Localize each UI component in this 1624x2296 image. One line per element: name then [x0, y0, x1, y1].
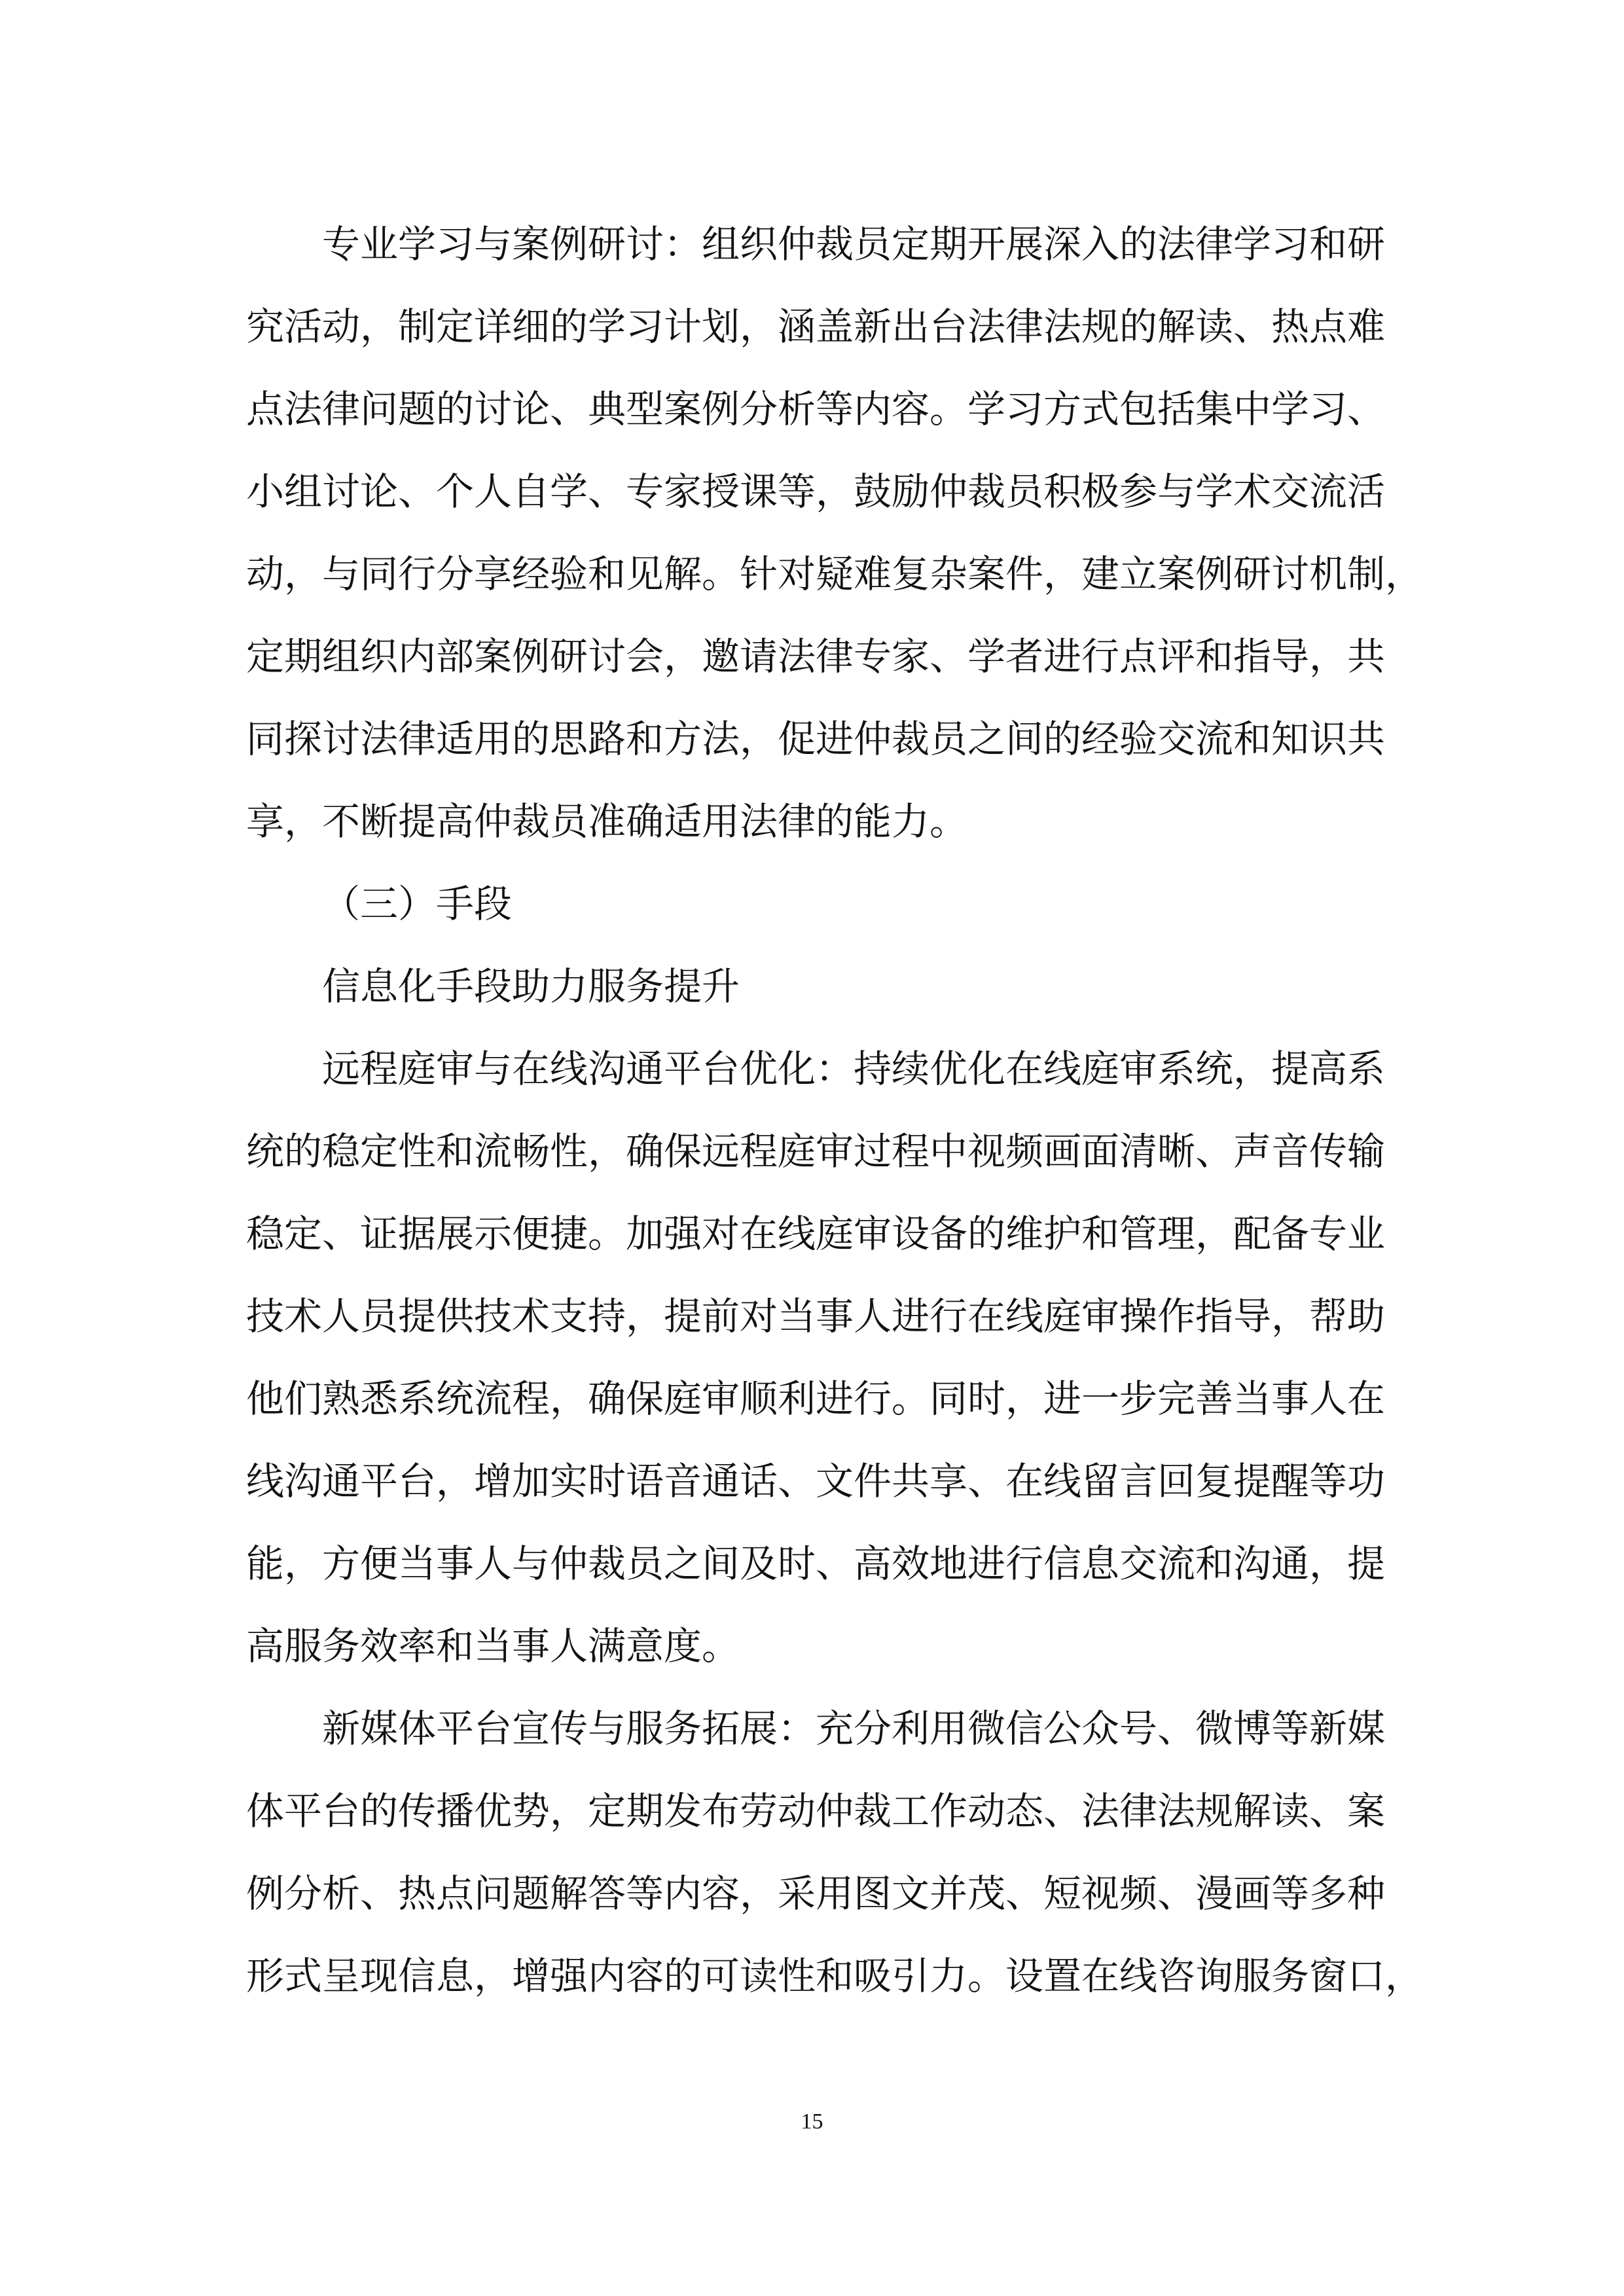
- text-line: 动，与同行分享经验和见解。针对疑难复杂案件，建立案例研讨机制，: [246, 552, 1424, 596]
- text-line: 远程庭审与在线沟通平台优化：持续优化在线庭审系统，提高系: [322, 1047, 1386, 1091]
- section-heading-means: [246, 863, 1379, 945]
- subsection-heading-informatization: [246, 945, 1379, 1028]
- text-line: 能，方便当事人与仲裁员之间及时、高效地进行信息交流和沟通，提: [246, 1541, 1386, 1586]
- page-number: 15: [801, 2109, 823, 2134]
- text-line: 稳定、证据展示便捷。加强对在线庭审设备的维护和管理，配备专业: [246, 1211, 1386, 1256]
- text-line: 体平台的传播优势，定期发布劳动仲裁工作动态、法律法规解读、案: [246, 1789, 1386, 1833]
- paragraph-new-media: [246, 1687, 1424, 2017]
- subsection-heading: 信息化手段助力服务提升: [322, 964, 740, 1009]
- text-line: 统的稳定性和流畅性，确保远程庭审过程中视频画面清晰、声音传输: [246, 1129, 1386, 1174]
- section-heading: （三）手段: [322, 882, 513, 926]
- text-line: 同探讨法律适用的思路和方法，促进仲裁员之间的经验交流和知识共: [246, 717, 1386, 761]
- text-line: 例分析、热点问题解答等内容，采用图文并茂、短视频、漫画等多种: [246, 1871, 1386, 1916]
- text-line: 点法律问题的讨论、典型案例分析等内容。学习方式包括集中学习、: [246, 387, 1386, 431]
- text-line: 究活动，制定详细的学习计划，涵盖新出台法律法规的解读、热点难: [246, 304, 1386, 349]
- text-line: 定期组织内部案例研讨会，邀请法律专家、学者进行点评和指导，共: [246, 634, 1386, 679]
- text-line: 形式呈现信息，增强内容的可读性和吸引力。设置在线咨询服务窗口，: [246, 1954, 1424, 1998]
- text-line: 线沟通平台，增加实时语音通话、文件共享、在线留言回复提醒等功: [246, 1459, 1386, 1503]
- text-line: 专业学习与案例研讨：组织仲裁员定期开展深入的法律学习和研: [322, 222, 1386, 266]
- paragraph-professional-study: [246, 203, 1424, 863]
- text-line: 新媒体平台宣传与服务拓展：充分利用微信公众号、微博等新媒: [322, 1706, 1386, 1751]
- text-line: 他们熟悉系统流程，确保庭审顺利进行。同时，进一步完善当事人在: [246, 1376, 1386, 1421]
- page-body: [246, 203, 1424, 2017]
- text-line: 高服务效率和当事人满意度。: [246, 1624, 740, 1668]
- text-line: 技术人员提供技术支持，提前对当事人进行在线庭审操作指导，帮助: [246, 1294, 1386, 1338]
- paragraph-remote-hearing: [246, 1028, 1386, 1687]
- text-line: 享，不断提高仲裁员准确适用法律的能力。: [246, 799, 968, 844]
- text-line: 小组讨论、个人自学、专家授课等，鼓励仲裁员积极参与学术交流活: [246, 469, 1386, 514]
